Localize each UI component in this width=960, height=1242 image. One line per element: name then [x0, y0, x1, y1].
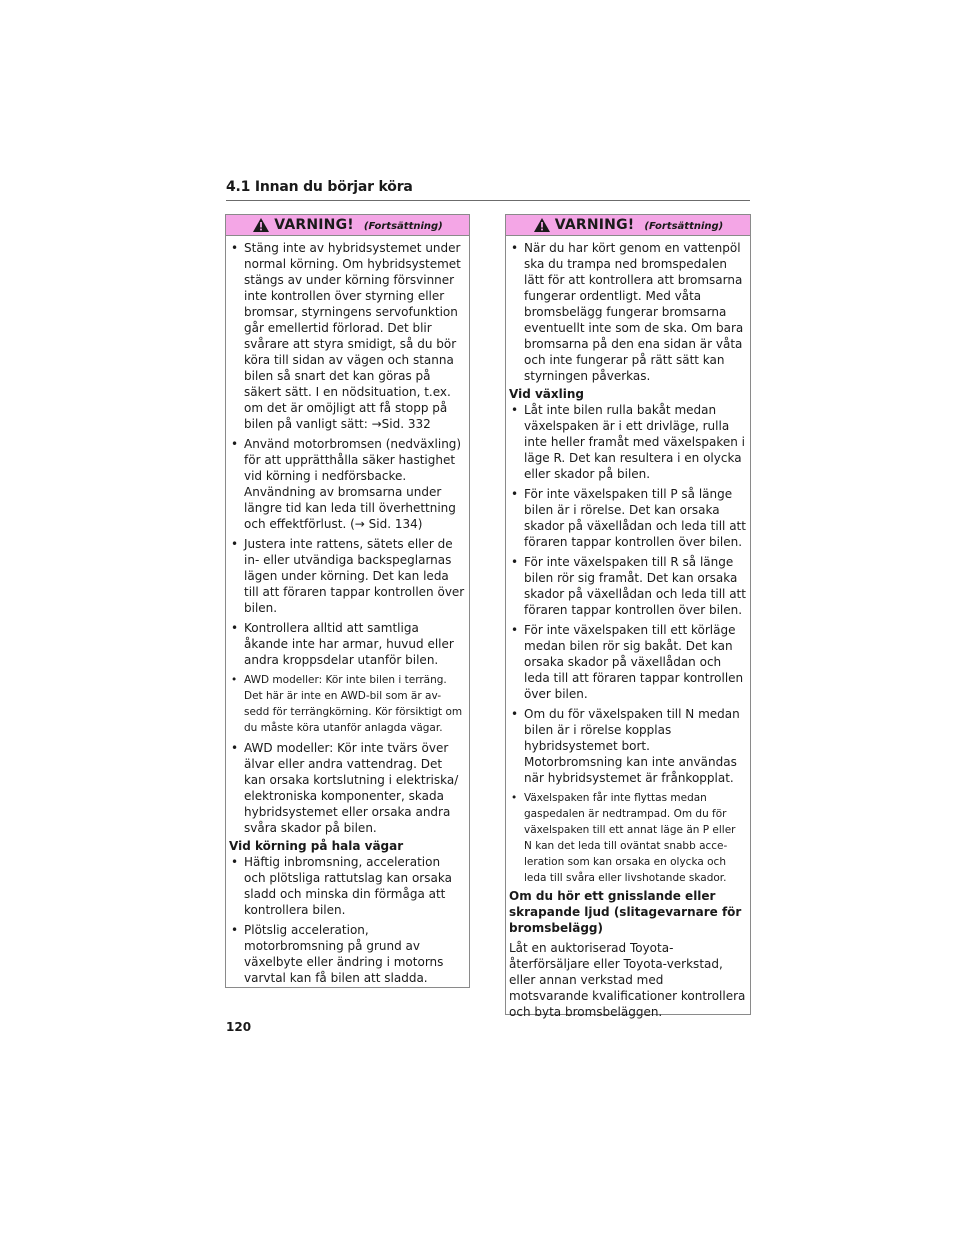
warning-box-right [505, 214, 751, 1019]
list-item: • Stäng inte av hybridsystemet under normal körning. Om hybridsystemet stängs av under körning försvinner inte kontrollen över styrning eller bromsar, styrningens servofunktion går emellertid förlorad. Det blir svårare att styra smidigt, så du bör köra till sidan av vägen och stanna bilen så snart det kan göras på säkert sätt. I en nödsituation, t.ex. om det är omöjligt att få stopp på bilen på vanligt sätt: →Sid. 332 [231, 241, 461, 431]
paragraph: Låt en auktoriserad Toyota- återförsäljare eller Toyota-verkstad, eller annan verkstad med motsvarande kvalificationer kontrollera och byta bromsbeläggen. [509, 941, 746, 1019]
warning-header [226, 215, 469, 236]
list-item: • För inte växelspaken till P så länge bilen är i rörelse. Det kan orsaka skador på växellådan och leda till att föraren tappar kontrollen över bilen. [511, 487, 746, 549]
list-item: • När du har kört genom en vattenpöl ska du trampa ned bromspedalen lätt för att kontrollera att bromsarna fungerar ordentligt. Med våta bromsbelägg fungerar bromsarna eventuellt inte som de ska. Om bara bromsarna på den ena sidan är våta och inte fungerar på rätt sätt kan styrningen påverkas. [511, 241, 744, 383]
list-item: • Kontrollera alltid att samtliga åkande inte har armar, huvud eller andra kroppsdelar utanför bilen. [231, 621, 454, 667]
list-item: • Om du för växelspaken till N medan bilen är i rörelse kopplas hybridsystemet bort. Motorbromsning kan inte användas när hybridsystemet är frånkopplat. [511, 707, 740, 785]
warning-triangle-icon [533, 217, 551, 233]
section-title: 4.1 Innan du börjar köra [226, 179, 413, 195]
list-item: • Växelspaken får inte flyttas medan gaspedalen är nedtrampad. Om du för växelspaken till ett annat läge än P eller N kan det leda till oväntat snabb acce- leration som kan orsaka en olycka och leda till svåra eller livshotande skador. [511, 792, 736, 884]
section-heading: Vid växling [509, 387, 584, 401]
warning-content [506, 236, 750, 1020]
warning-title: VARNING! [274, 217, 354, 233]
warning-content [226, 236, 469, 986]
list-item: • För inte växelspaken till R så länge bilen rör sig framåt. Det kan orsaka skador på växellådan och leda till att föraren tappar kontrollen över bilen. [511, 555, 746, 617]
section-heading: Vid körning på hala vägar [229, 839, 404, 853]
list-item: • AWD modeller: Kör inte tvärs över älvar eller andra vattendrag. Det kan orsaka kortslutning i elektriska/ elektroniska komponenter, skada hybridsystemet eller orsaka andra svåra skador på bilen. [231, 741, 459, 835]
warning-subtitle: (Fortsättning) [644, 221, 724, 232]
page-number: 120 [226, 1020, 252, 1034]
warning-header [506, 215, 750, 236]
list-item: • Använd motorbromsen (nedväxling) för att upprätthålla säker hastighet vid körning i nedförsbacke. Användning av bromsarna under längre tid kan leda till överhettning och effektförlust. (→ Sid. 134) [231, 437, 462, 531]
list-item: • Häftig inbromsning, acceleration och plötsliga rattutslag kan orsaka sladd och minska din förmåga att kontrollera bilen. [231, 855, 452, 917]
list-item: • Justera inte rattens, sätets eller de in- eller utvändiga backspeglarnas lägen under körning. Det kan leda till att föraren tappar kontrollen över bilen. [231, 537, 465, 615]
list-item: • AWD modeller: Kör inte bilen i terräng. Det här är inte en AWD-bil som är av- sedd för terrängkörning. Kör försiktigt om du måste köra utanför anlagda vägar. [231, 674, 463, 734]
list-item: • För inte växelspaken till ett körläge medan bilen rör sig bakåt. Det kan orsaka skador på växellådan och leda till att föraren tappar kontrollen över bilen. [511, 623, 744, 701]
warning-triangle-icon [252, 217, 270, 233]
warning-box-left [225, 214, 470, 988]
list-item: • Plötslig acceleration, motorbromsning på grund av växelbyte eller ändring i motorns varvtal kan få bilen att sladda. [231, 923, 444, 985]
warning-subtitle: (Fortsättning) [363, 221, 443, 232]
section-header [226, 178, 750, 201]
section-heading: Om du hör ett gnisslande eller skrapande ljud (slitagevarnare för bromsbelägg) [509, 889, 742, 935]
list-item: • Låt inte bilen rulla bakåt medan växelspaken är i ett drivläge, rulla inte heller framåt med växelspaken i läge R. Det kan resultera i en olycka eller skador på bilen. [511, 403, 745, 481]
warning-title: VARNING! [554, 217, 635, 233]
